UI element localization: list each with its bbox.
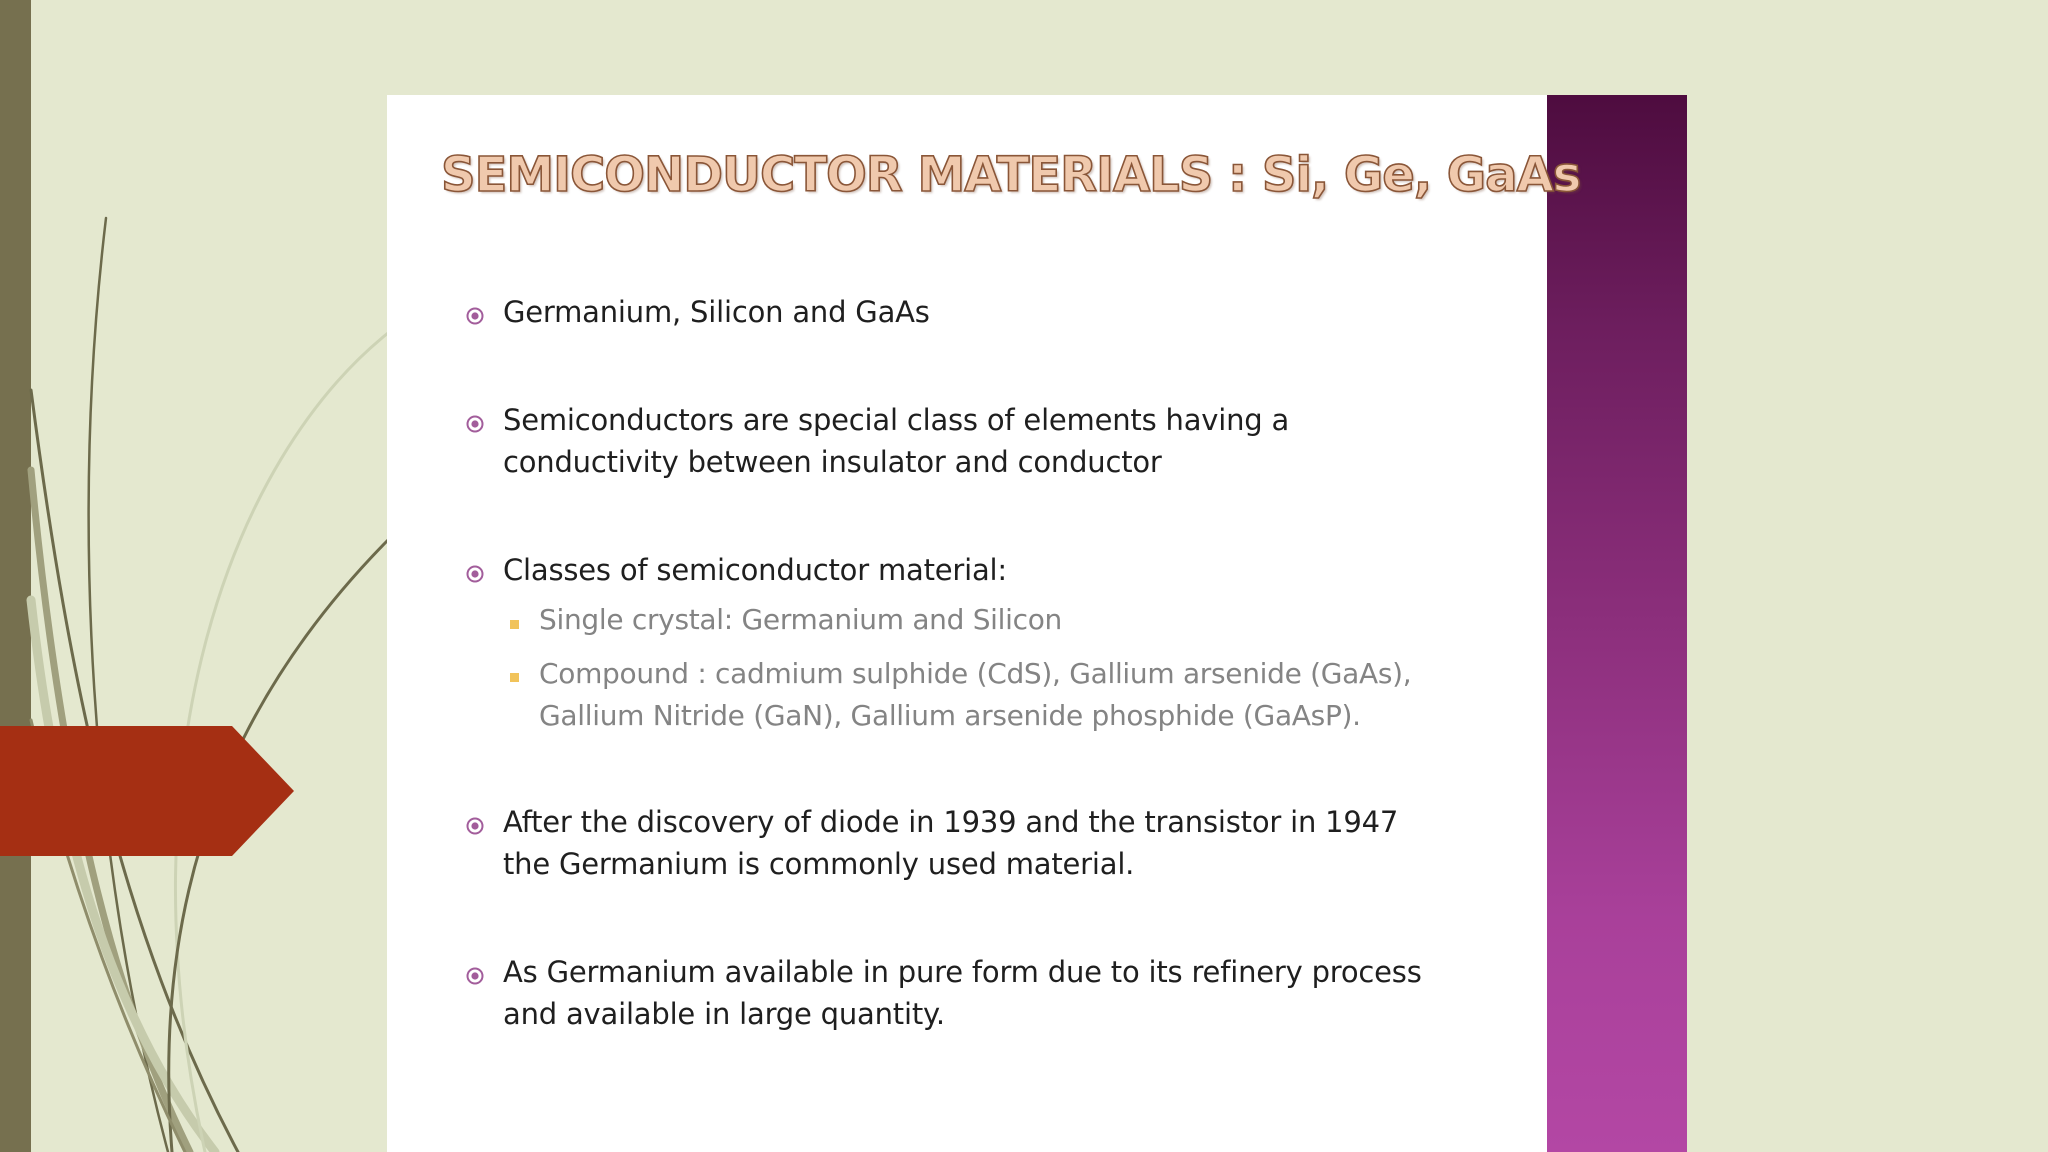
bullet-text: Germanium, Silicon and GaAs xyxy=(503,295,930,329)
slide-title: SEMICONDUCTOR MATERIALS : Si, Ge, GaAs xyxy=(441,147,1581,203)
bullet-text: As Germanium available in pure form due to its refinery process and available in large quantity. xyxy=(503,955,1422,1031)
circle-bullet-icon xyxy=(465,414,485,434)
circle-bullet-icon xyxy=(465,816,485,836)
circle-bullet-icon xyxy=(465,966,485,986)
sub-bullet-text: Compound : cadmium sulphide (CdS), Gallium arsenide (GaAs), Gallium Nitride (GaN), Gallium arsenide phosphide (GaAsP). xyxy=(539,657,1412,732)
slide-image xyxy=(387,95,1687,1152)
decorative-curves xyxy=(0,0,420,1152)
bullet-text: Classes of semiconductor material: xyxy=(503,553,1007,587)
square-bullet-icon xyxy=(510,620,519,629)
circle-bullet-icon xyxy=(465,306,485,326)
bullet-text: Semiconductors are special class of elements having a conductivity between insulator and conductor xyxy=(503,403,1290,479)
circle-bullet-icon xyxy=(465,564,485,584)
pentagon-arrow-shape xyxy=(0,726,294,856)
bullet-text: After the discovery of diode in 1939 and the transistor in 1947 the Germanium is commonly used material. xyxy=(503,805,1399,881)
sub-bullet-text: Single crystal: Germanium and Silicon xyxy=(539,603,1062,636)
square-bullet-icon xyxy=(510,673,519,682)
slide-side-stripe xyxy=(1547,95,1687,1152)
